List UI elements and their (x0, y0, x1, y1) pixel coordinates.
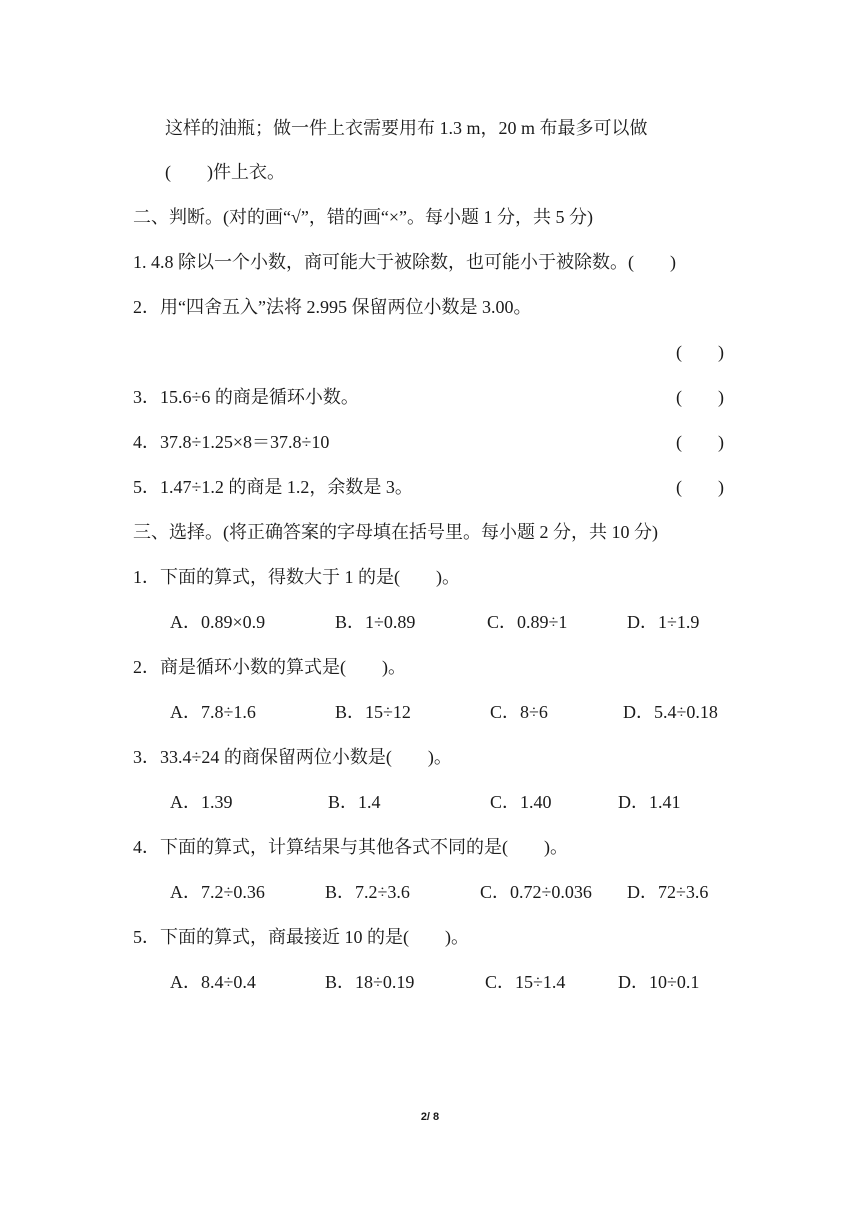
choice-2-option-d: D．5.4÷0.18 (623, 702, 718, 722)
page-number: 2/ 8 (420, 1111, 440, 1123)
choice-5-option-c: C．15÷1.4 (485, 972, 566, 992)
choice-2-option-a: A．7.8÷1.6 (170, 702, 256, 722)
judge-item-2: 2．用“四舍五入”法将 2.995 保留两位小数是 3.00。 (133, 297, 532, 317)
continuation-line-1: 这样的油瓶；做一件上衣需要用布 1.3 m，20 m 布最多可以做 (165, 118, 648, 138)
judge-item-4: 4．37.8÷1.25×8＝37.8÷10 (133, 432, 330, 452)
choice-3-option-b: B．1.4 (328, 792, 381, 812)
choice-5-option-a: A．8.4÷0.4 (170, 972, 256, 992)
continuation-line-2: ( )件上衣。 (165, 162, 285, 182)
choice-2-option-c: C．8÷6 (490, 702, 548, 722)
choice-3-option-c: C．1.40 (490, 792, 552, 812)
judge-item-1: 1. 4.8 除以一个小数，商可能大于被除数，也可能小于被除数。( ) (133, 252, 676, 272)
choice-1-option-d: D．1÷1.9 (627, 612, 700, 632)
judge-item-2-answer-blank: ( ) (676, 342, 724, 362)
choice-4-option-a: A．7.2÷0.36 (170, 882, 265, 902)
section-heading-choice: 三、选择。(将正确答案的字母填在括号里。每小题 2 分，共 10 分) (133, 522, 658, 542)
judge-item-4-answer-blank: ( ) (676, 432, 724, 452)
choice-1-option-c: C．0.89÷1 (487, 612, 568, 632)
choice-5-option-d: D．10÷0.1 (618, 972, 700, 992)
choice-3-option-d: D．1.41 (618, 792, 681, 812)
choice-5-option-b: B．18÷0.19 (325, 972, 415, 992)
judge-item-3-answer-blank: ( ) (676, 387, 724, 407)
choice-question-4: 4．下面的算式，计算结果与其他各式不同的是( )。 (133, 837, 568, 857)
section-heading-judge: 二、判断。(对的画“√”，错的画“×”。每小题 1 分，共 5 分) (133, 207, 593, 227)
choice-1-option-b: B．1÷0.89 (335, 612, 416, 632)
judge-item-5: 5．1.47÷1.2 的商是 1.2，余数是 3。 (133, 477, 413, 497)
choice-3-option-a: A．1.39 (170, 792, 233, 812)
choice-4-option-d: D．72÷3.6 (627, 882, 709, 902)
choice-question-1: 1．下面的算式，得数大于 1 的是( )。 (133, 567, 460, 587)
choice-2-option-b: B．15÷12 (335, 702, 411, 722)
choice-4-option-b: B．7.2÷3.6 (325, 882, 410, 902)
judge-item-3: 3．15.6÷6 的商是循环小数。 (133, 387, 359, 407)
choice-question-5: 5．下面的算式，商最接近 10 的是( )。 (133, 927, 469, 947)
judge-item-5-answer-blank: ( ) (676, 477, 724, 497)
choice-4-option-c: C．0.72÷0.036 (480, 882, 592, 902)
choice-1-option-a: A．0.89×0.9 (170, 612, 266, 632)
choice-question-2: 2．商是循环小数的算式是( )。 (133, 657, 406, 677)
choice-question-3: 3．33.4÷24 的商保留两位小数是( )。 (133, 747, 452, 767)
